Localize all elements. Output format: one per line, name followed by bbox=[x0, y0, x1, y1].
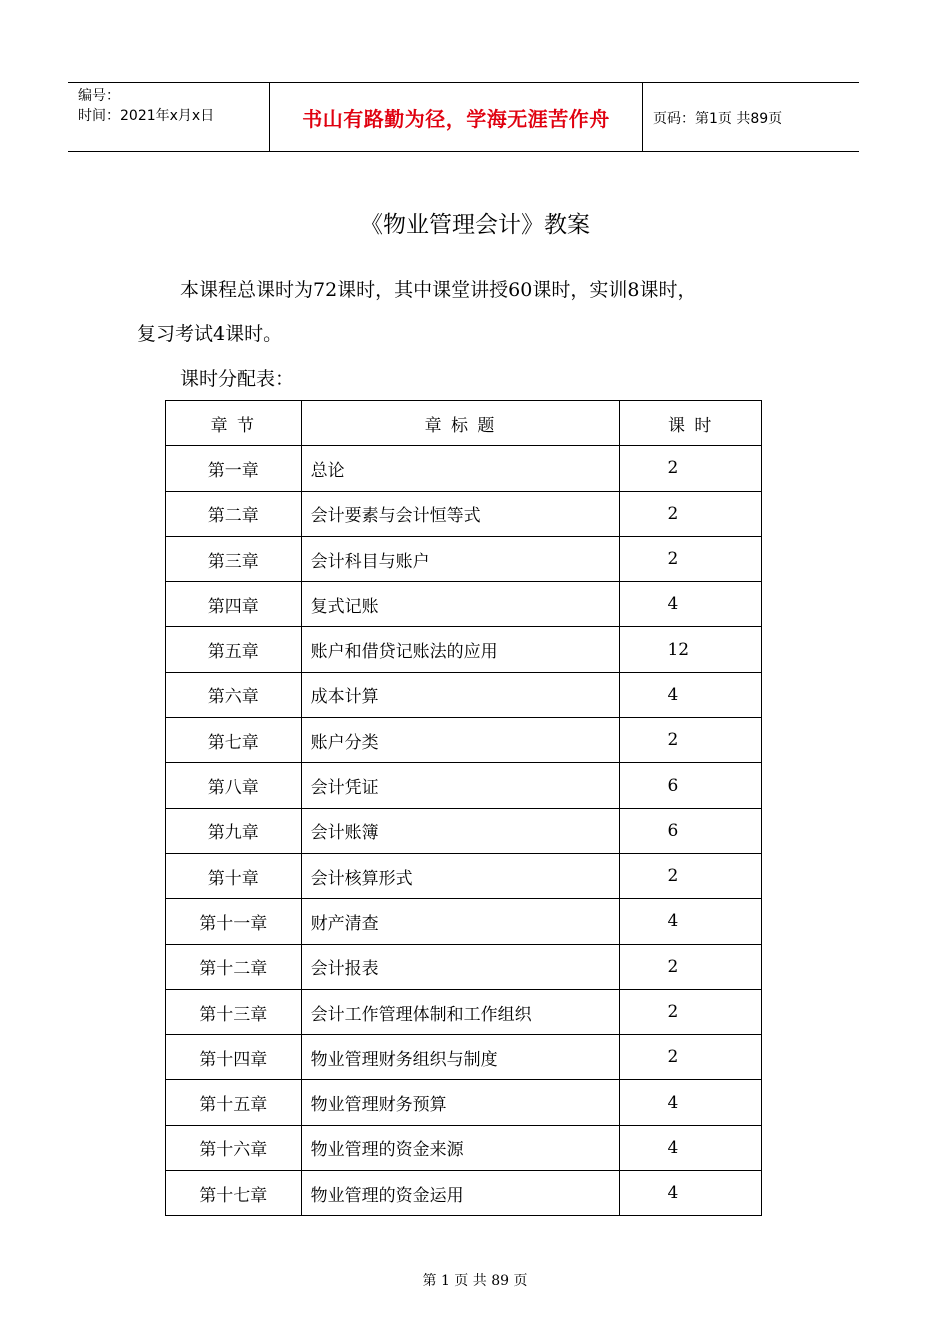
table-row bbox=[166, 672, 762, 717]
hours-cell: 4 bbox=[620, 582, 762, 627]
chapter-cell: 第十七章 bbox=[166, 1171, 302, 1216]
title-cell: 总论 bbox=[301, 446, 620, 491]
table-row bbox=[166, 1125, 762, 1170]
table-row bbox=[166, 808, 762, 853]
title-cell: 会计科目与账户 bbox=[301, 536, 620, 581]
title-cell: 会计凭证 bbox=[301, 763, 620, 808]
table-row bbox=[166, 536, 762, 581]
hours-cell: 4 bbox=[620, 1171, 762, 1216]
hours-cell: 2 bbox=[620, 853, 762, 898]
chapter-cell: 第九章 bbox=[166, 808, 302, 853]
hours-cell: 4 bbox=[620, 899, 762, 944]
table-row bbox=[166, 944, 762, 989]
hours-cell: 2 bbox=[620, 718, 762, 763]
title-cell: 物业管理的资金来源 bbox=[301, 1125, 620, 1170]
header-motto-cell bbox=[270, 83, 643, 151]
chapter-cell: 第十章 bbox=[166, 853, 302, 898]
chapter-cell: 第六章 bbox=[166, 672, 302, 717]
chapter-cell: 第八章 bbox=[166, 763, 302, 808]
table-row bbox=[166, 627, 762, 672]
title-cell: 财产清查 bbox=[301, 899, 620, 944]
chapter-cell: 第十一章 bbox=[166, 899, 302, 944]
table-row bbox=[166, 989, 762, 1034]
title-cell: 成本计算 bbox=[301, 672, 620, 717]
chapter-cell: 第五章 bbox=[166, 627, 302, 672]
hours-cell: 6 bbox=[620, 763, 762, 808]
title-cell: 账户分类 bbox=[301, 718, 620, 763]
table-header-row bbox=[166, 401, 762, 446]
table-caption: 课时分配表： bbox=[180, 368, 295, 390]
header-page-info: 页码：第1页 共89页 bbox=[653, 111, 783, 127]
title-cell: 物业管理财务预算 bbox=[301, 1080, 620, 1125]
chapter-cell: 第十六章 bbox=[166, 1125, 302, 1170]
hours-cell: 2 bbox=[620, 491, 762, 536]
hours-cell: 2 bbox=[620, 536, 762, 581]
hours-cell: 4 bbox=[620, 1125, 762, 1170]
table-row bbox=[166, 446, 762, 491]
hours-cell: 2 bbox=[620, 446, 762, 491]
table-row bbox=[166, 1035, 762, 1080]
chapter-cell: 第十五章 bbox=[166, 1080, 302, 1125]
title-cell: 会计核算形式 bbox=[301, 853, 620, 898]
hours-cell: 12 bbox=[620, 627, 762, 672]
chapter-cell: 第二章 bbox=[166, 491, 302, 536]
time-label: 时间：2021年x月x日 bbox=[78, 108, 215, 124]
intro-line-1: 本课程总课时为72课时，其中课堂讲授60课时，实训8课时， bbox=[180, 279, 697, 301]
header-hours: 课 时 bbox=[620, 401, 762, 446]
title-cell: 会计报表 bbox=[301, 944, 620, 989]
title-cell: 物业管理财务组织与制度 bbox=[301, 1035, 620, 1080]
title-cell: 会计工作管理体制和工作组织 bbox=[301, 989, 620, 1034]
table-row bbox=[166, 718, 762, 763]
hours-cell: 4 bbox=[620, 672, 762, 717]
table-row bbox=[166, 582, 762, 627]
hours-cell: 2 bbox=[620, 944, 762, 989]
hours-cell: 4 bbox=[620, 1080, 762, 1125]
table-row bbox=[166, 1171, 762, 1216]
title-cell: 会计要素与会计恒等式 bbox=[301, 491, 620, 536]
title-cell: 会计账簿 bbox=[301, 808, 620, 853]
table-row bbox=[166, 491, 762, 536]
hours-cell: 2 bbox=[620, 989, 762, 1034]
chapter-cell: 第四章 bbox=[166, 582, 302, 627]
header-meta bbox=[68, 83, 270, 151]
header-chapter: 章 节 bbox=[166, 401, 302, 446]
chapter-cell: 第三章 bbox=[166, 536, 302, 581]
hours-allocation-table bbox=[165, 400, 762, 1216]
hours-cell: 6 bbox=[620, 808, 762, 853]
hours-cell: 2 bbox=[620, 1035, 762, 1080]
chapter-cell: 第十四章 bbox=[166, 1035, 302, 1080]
intro-line-2: 复习考试4课时。 bbox=[137, 323, 283, 345]
table-row bbox=[166, 853, 762, 898]
number-label: 编号： bbox=[78, 88, 120, 104]
chapter-cell: 第十三章 bbox=[166, 989, 302, 1034]
chapter-cell: 第一章 bbox=[166, 446, 302, 491]
page-footer: 第 1 页 共 89 页 bbox=[422, 1273, 528, 1289]
chapter-cell: 第十二章 bbox=[166, 944, 302, 989]
document-title: 《物业管理会计》教案 bbox=[360, 212, 590, 238]
motto-text: 书山有路勤为径，学海无涯苦作舟 bbox=[302, 107, 610, 131]
title-cell: 复式记账 bbox=[301, 582, 620, 627]
title-cell: 账户和借贷记账法的应用 bbox=[301, 627, 620, 672]
page-header bbox=[68, 82, 859, 152]
table-row bbox=[166, 899, 762, 944]
table-row bbox=[166, 763, 762, 808]
chapter-cell: 第七章 bbox=[166, 718, 302, 763]
table-row bbox=[166, 1080, 762, 1125]
title-cell: 物业管理的资金运用 bbox=[301, 1171, 620, 1216]
header-title: 章 标 题 bbox=[301, 401, 620, 446]
